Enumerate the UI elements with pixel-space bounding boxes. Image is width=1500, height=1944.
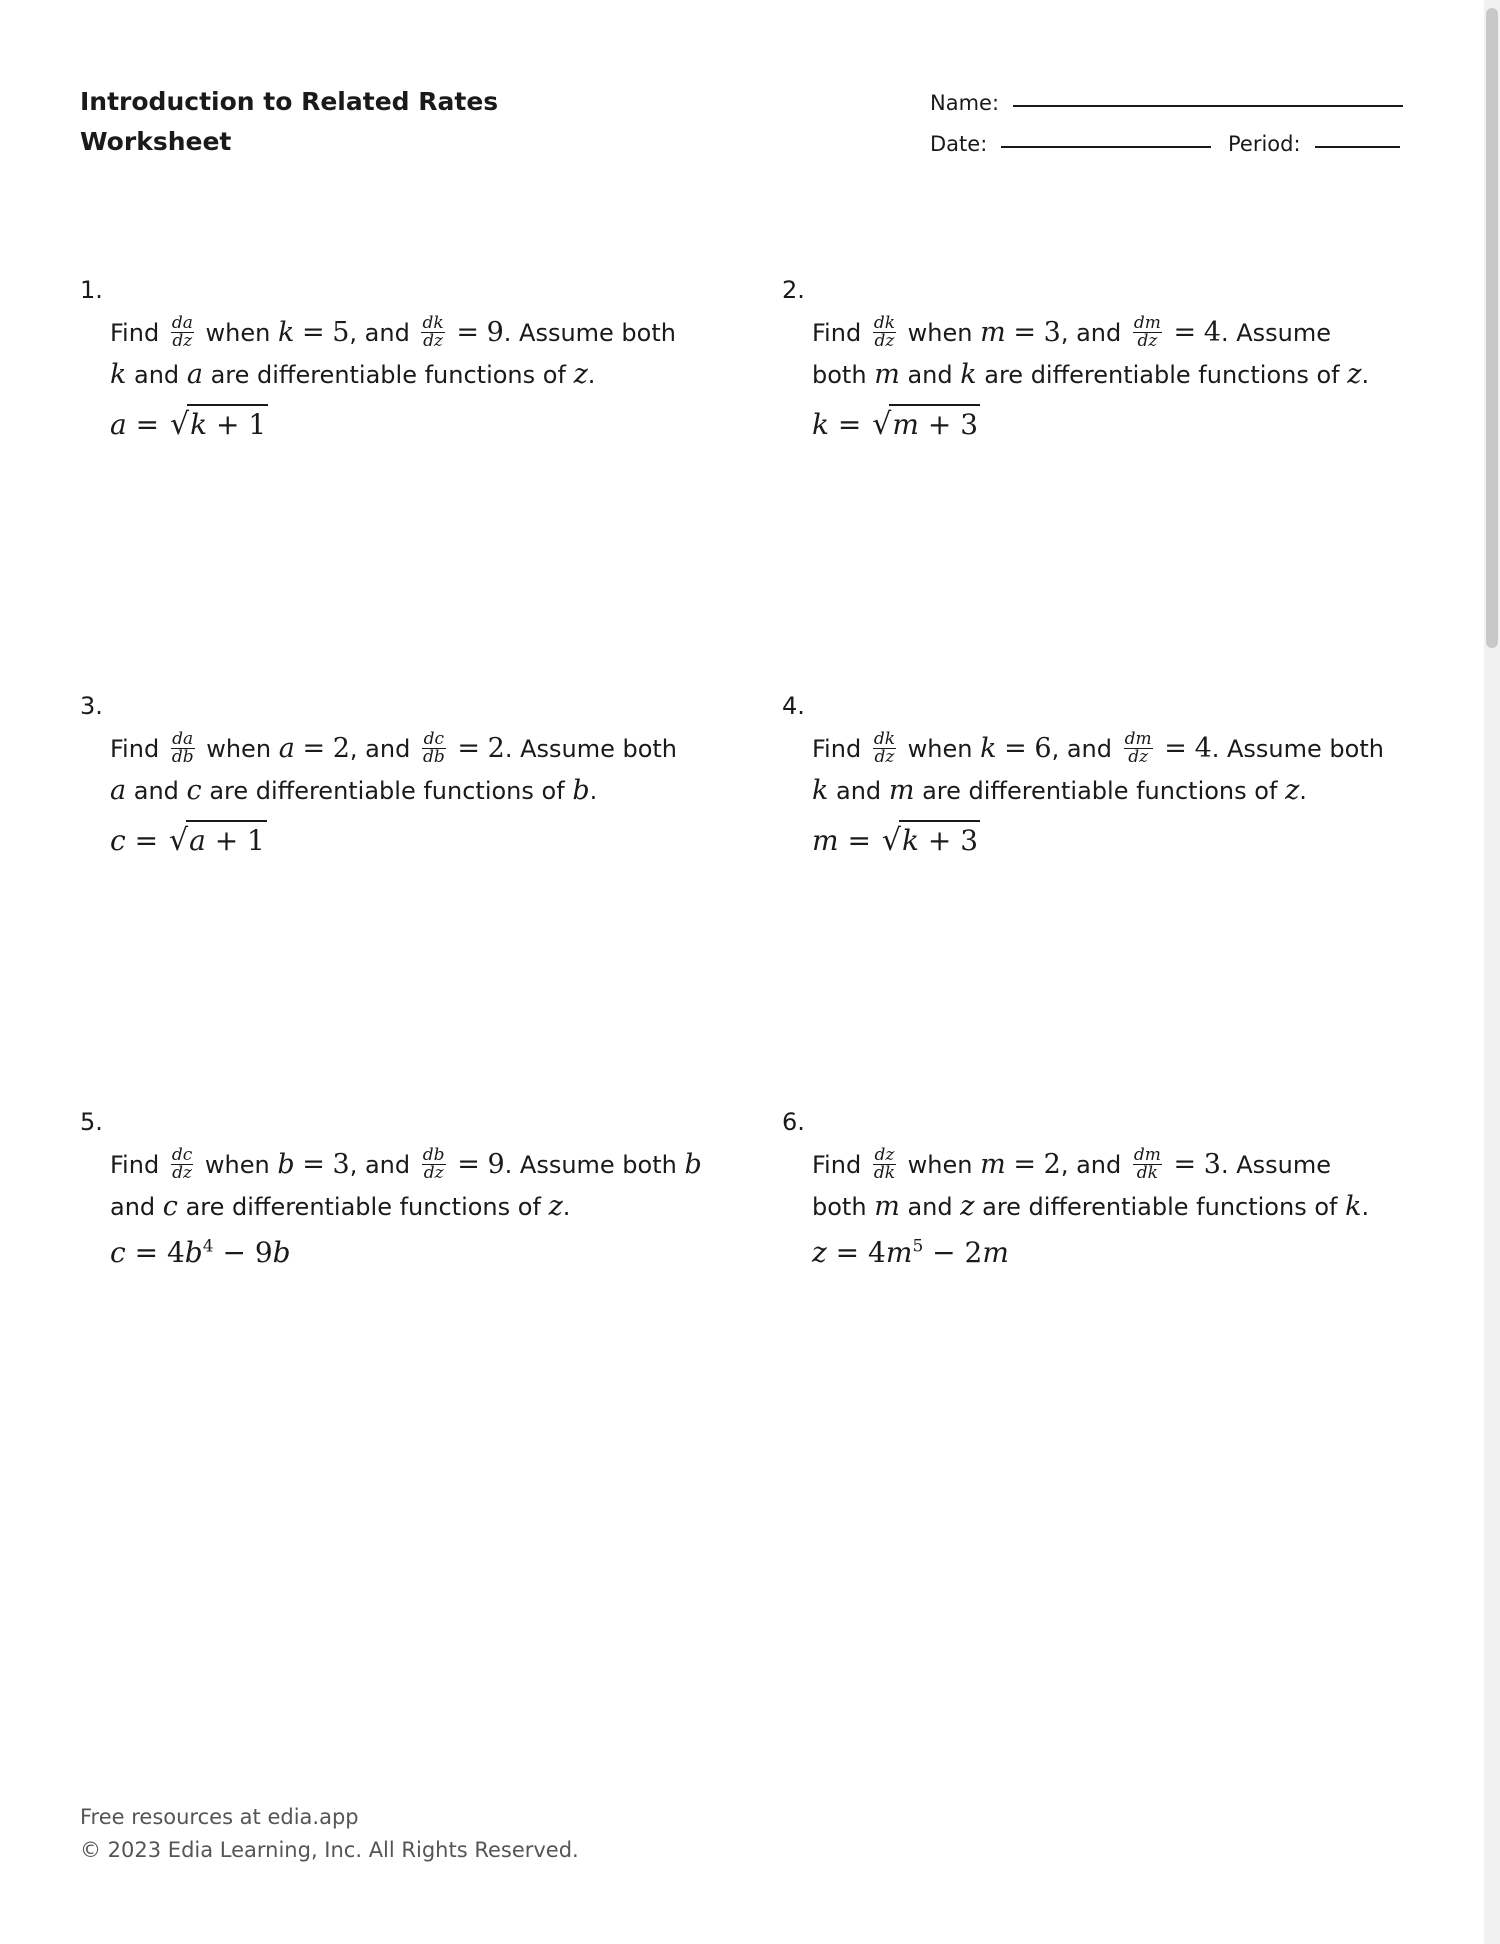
both-word: both: [812, 1193, 867, 1221]
and-word: and: [133, 777, 179, 805]
target-numerator: dk: [873, 312, 895, 333]
functions-text: are differentiable functions of: [209, 777, 565, 805]
and-word: , and: [349, 735, 411, 763]
independent-variable: z: [548, 1191, 563, 1222]
name-field[interactable]: [930, 91, 1403, 115]
problem-equation: [812, 820, 980, 858]
worksheet-title: [80, 82, 680, 162]
equals-sign: =: [1173, 1149, 1197, 1180]
independent-variable: k: [1345, 1191, 1362, 1222]
rate-numerator: dm: [1133, 312, 1161, 333]
equals-sign: =: [1004, 733, 1027, 764]
equation-lhs: a: [110, 408, 127, 441]
target-denominator: dz: [172, 330, 193, 351]
radicand-variable: k: [190, 408, 208, 441]
radicand-variable: k: [901, 824, 919, 857]
problem-text: [110, 312, 720, 396]
square-root: [167, 820, 267, 858]
page-footer: [80, 1801, 579, 1867]
rate-derivative: [1124, 728, 1153, 767]
title-line-2: Worksheet: [80, 127, 232, 156]
period-label: Period:: [1228, 132, 1301, 156]
problem-equation: [110, 820, 267, 858]
given-value: 6: [1034, 733, 1052, 764]
equation-lhs: z: [812, 1236, 827, 1269]
functions-text: are differentiable functions of: [210, 361, 566, 389]
given-value: 5: [332, 317, 350, 348]
given-value: 2: [1043, 1149, 1061, 1180]
equation-variable: m: [885, 1236, 913, 1269]
equals-sign: =: [302, 733, 326, 764]
equation-term-variable: m: [982, 1236, 1009, 1269]
problem-equation: [812, 404, 980, 442]
equation-coefficient: 4: [166, 1236, 185, 1269]
independent-variable: z: [573, 359, 588, 390]
rate-denominator: dk: [1136, 1162, 1158, 1183]
variable-1: m: [874, 1191, 900, 1222]
square-root: [880, 820, 980, 858]
when-word: when: [205, 319, 271, 347]
rate-value: 3: [1203, 1149, 1221, 1180]
given-variable: k: [277, 317, 295, 348]
given-variable: b: [277, 1149, 295, 1180]
rate-denominator: db: [422, 746, 445, 767]
equation-lhs: c: [110, 824, 126, 857]
radicand-constant: + 1: [207, 408, 267, 441]
find-word: Find: [110, 1151, 160, 1179]
rate-numerator: dm: [1133, 1144, 1161, 1165]
equals-sign: =: [1164, 733, 1187, 764]
equation-variable: b: [184, 1236, 203, 1269]
problem-text: [812, 728, 1422, 812]
vertical-scrollbar[interactable]: [1484, 0, 1500, 1944]
equals-sign: =: [837, 408, 862, 441]
square-root: [870, 404, 980, 442]
variable-2: c: [162, 1191, 178, 1222]
target-numerator: da: [172, 728, 194, 749]
when-word: when: [907, 735, 973, 763]
and-word: , and: [1051, 735, 1112, 763]
target-numerator: dc: [171, 1144, 193, 1165]
equation-term: − 2: [923, 1236, 983, 1269]
assume-text: . Assume both: [504, 735, 678, 763]
date-label: Date:: [930, 132, 988, 156]
equals-sign: =: [847, 824, 871, 857]
equals-sign: =: [134, 824, 159, 857]
target-derivative: [873, 1144, 896, 1183]
period-line[interactable]: [1315, 144, 1400, 148]
variable-1: k: [110, 359, 127, 390]
radicand-constant: + 1: [205, 824, 265, 857]
rate-value: 2: [487, 733, 505, 764]
period-mark: .: [1361, 1193, 1370, 1221]
given-variable: m: [980, 1149, 1006, 1180]
given-variable: k: [980, 733, 997, 764]
rate-derivative: [421, 312, 444, 351]
equation-coefficient: 4: [868, 1236, 886, 1269]
period-mark: .: [587, 361, 596, 389]
and-word: , and: [349, 319, 410, 347]
functions-text: are differentiable functions of: [922, 777, 1278, 805]
given-value: 3: [1043, 317, 1061, 348]
radical-sign: √: [169, 407, 190, 442]
radical-sign: √: [168, 823, 189, 858]
target-derivative: [171, 312, 194, 351]
given-variable: a: [278, 733, 295, 764]
variable-1: a: [110, 775, 127, 806]
assume-text: . Assume both: [1211, 735, 1384, 763]
equals-sign: =: [135, 408, 160, 441]
radicand: [889, 404, 980, 441]
rate-value: 9: [487, 1149, 505, 1180]
rate-derivative: [1133, 312, 1162, 351]
variable-2: a: [186, 359, 203, 390]
rate-numerator: dm: [1124, 728, 1152, 749]
variable-2: c: [186, 775, 202, 806]
rate-denominator: dz: [1137, 330, 1158, 351]
equals-sign: =: [1173, 317, 1197, 348]
equals-sign: =: [456, 317, 479, 348]
when-word: when: [907, 319, 973, 347]
assume-text: . Assume: [1220, 1151, 1332, 1179]
period-mark: .: [1299, 777, 1307, 805]
period-mark: .: [562, 1193, 571, 1221]
radicand-variable: m: [892, 408, 919, 441]
equals-sign: =: [1013, 317, 1036, 348]
variable-1: b: [684, 1149, 702, 1180]
when-word: when: [907, 1151, 973, 1179]
functions-text: are differentiable functions of: [185, 1193, 541, 1221]
problem-text: [110, 728, 720, 812]
problem-equation: [812, 1236, 1009, 1269]
and-word: and: [134, 361, 180, 389]
find-word: Find: [110, 319, 160, 347]
target-denominator: db: [171, 746, 194, 767]
find-word: Find: [812, 319, 862, 347]
scrollbar-thumb[interactable]: [1486, 8, 1498, 648]
assume-text: . Assume both: [503, 319, 676, 347]
variable-2: k: [960, 359, 977, 390]
radicand-constant: + 3: [918, 824, 979, 857]
radicand: [187, 404, 268, 441]
rate-derivative: [422, 728, 446, 767]
radical-sign: √: [872, 407, 892, 442]
rate-denominator: dz: [423, 330, 443, 351]
radicand: [186, 820, 267, 857]
rate-value: 4: [1203, 317, 1221, 348]
equation-lhs: k: [812, 408, 829, 441]
variable-2: m: [888, 775, 915, 806]
problem-number: 1.: [80, 276, 103, 304]
variable-1: k: [812, 775, 829, 806]
given-value: 2: [332, 733, 350, 764]
target-denominator: dz: [874, 330, 895, 351]
and-word: and: [907, 361, 953, 389]
name-line[interactable]: [1013, 103, 1403, 107]
radicand-variable: a: [189, 824, 206, 857]
date-line[interactable]: [1001, 144, 1211, 148]
equals-sign: =: [457, 733, 480, 764]
footer-resources-text: Free resources at edia.app: [80, 1805, 359, 1829]
assume-text: . Assume: [1220, 319, 1332, 347]
rate-derivative: [422, 1144, 446, 1183]
square-root: [168, 404, 268, 442]
title-line-1: Introduction to Related Rates: [80, 87, 499, 116]
equation-term: − 9: [213, 1236, 273, 1269]
problem-number: 5.: [80, 1108, 103, 1136]
problem-text: [812, 312, 1422, 396]
independent-variable: z: [1347, 359, 1362, 390]
rate-numerator: dk: [422, 312, 444, 333]
and-word: and: [907, 1193, 953, 1221]
and-word: , and: [1060, 319, 1122, 347]
functions-text: are differentiable functions of: [982, 1193, 1338, 1221]
equals-sign: =: [301, 317, 325, 348]
independent-variable: b: [572, 775, 590, 806]
problem-text: [110, 1144, 720, 1228]
variable-2: z: [960, 1191, 975, 1222]
target-derivative: [873, 312, 896, 351]
given-value: 3: [332, 1149, 350, 1180]
problem-number: 2.: [782, 276, 805, 304]
rate-denominator: dz: [423, 1162, 444, 1183]
rate-value: 9: [486, 317, 504, 348]
rate-numerator: db: [422, 1144, 445, 1165]
radicand: [899, 820, 980, 857]
both-word: both: [812, 361, 867, 389]
rate-denominator: dz: [1128, 746, 1149, 767]
rate-value: 4: [1194, 733, 1212, 764]
find-word: Find: [110, 735, 160, 763]
find-word: Find: [812, 735, 862, 763]
rate-derivative: [1133, 1144, 1162, 1183]
target-derivative: [171, 728, 195, 767]
and-word: , and: [349, 1151, 411, 1179]
radicand-constant: + 3: [918, 408, 979, 441]
problem-text: [812, 1144, 1422, 1228]
equals-sign: =: [835, 1236, 860, 1269]
equation-exponent: 5: [912, 1236, 924, 1257]
when-word: when: [206, 735, 272, 763]
equals-sign: =: [457, 1149, 480, 1180]
equals-sign: =: [134, 1236, 159, 1269]
independent-variable: z: [1285, 775, 1300, 806]
target-denominator: dk: [873, 1162, 895, 1183]
problem-equation: [110, 1236, 291, 1269]
radical-sign: √: [881, 823, 901, 858]
given-variable: m: [980, 317, 1006, 348]
rate-numerator: dc: [423, 728, 445, 749]
period-field[interactable]: [1228, 132, 1400, 156]
equation-exponent: 4: [202, 1236, 214, 1257]
target-denominator: dz: [874, 746, 895, 767]
period-mark: .: [1361, 361, 1370, 389]
problem-number: 4.: [782, 692, 805, 720]
equation-term-variable: b: [272, 1236, 291, 1269]
problem-number: 3.: [80, 692, 103, 720]
target-derivative: [171, 1144, 193, 1183]
target-numerator: dk: [873, 728, 895, 749]
footer-copyright: © 2023 Edia Learning, Inc. All Rights Reserved.: [80, 1838, 579, 1862]
target-derivative: [873, 728, 896, 767]
assume-text: . Assume both: [504, 1151, 677, 1179]
target-denominator: dz: [172, 1162, 192, 1183]
name-label: Name:: [930, 91, 1000, 115]
date-field[interactable]: [930, 132, 1211, 156]
equals-sign: =: [302, 1149, 325, 1180]
and-word: , and: [1060, 1151, 1122, 1179]
equation-lhs: c: [110, 1236, 126, 1269]
find-word: Find: [812, 1151, 862, 1179]
period-mark: .: [589, 777, 598, 805]
when-word: when: [204, 1151, 270, 1179]
target-numerator: da: [171, 312, 193, 333]
equation-lhs: m: [812, 824, 839, 857]
functions-text: are differentiable functions of: [984, 361, 1340, 389]
problem-equation: [110, 404, 268, 442]
and-word: and: [836, 777, 882, 805]
and-word: and: [110, 1193, 156, 1221]
equals-sign: =: [1013, 1149, 1036, 1180]
variable-1: m: [874, 359, 900, 390]
problem-number: 6.: [782, 1108, 805, 1136]
target-numerator: dz: [874, 1144, 895, 1165]
